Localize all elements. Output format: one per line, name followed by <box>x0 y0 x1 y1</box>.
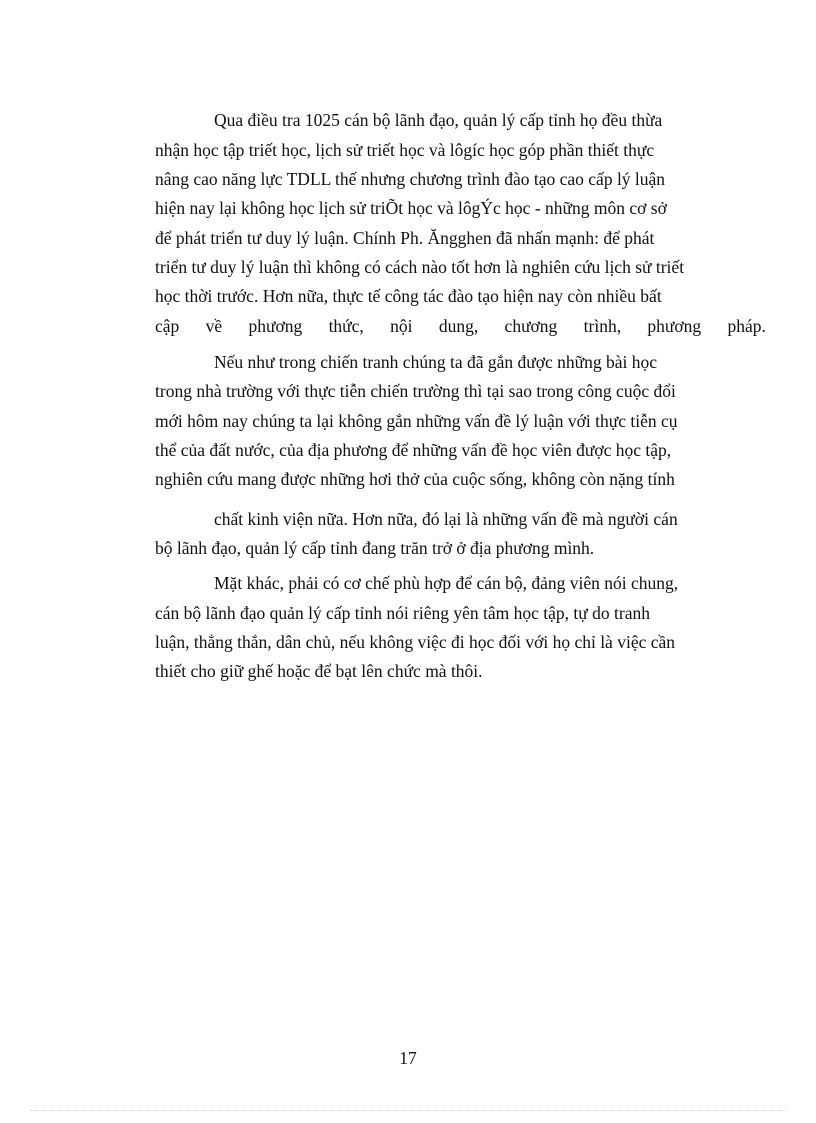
page-number: 17 <box>399 1048 417 1068</box>
text-line: thiết cho giữ ghế hoặc để bạt lên chức mà thôi. <box>155 661 483 681</box>
word: phương <box>248 316 303 336</box>
text-line: nghiên cứu mang được những hơi thở của cuộc sống, không còn nặng tính <box>155 469 675 489</box>
text-line: nhận học tập triết học, lịch sử triết học và lôgíc học góp phần thiết thực <box>155 140 655 160</box>
text-line: Nếu như trong chiến tranh chúng ta đã gắn được những bài học <box>214 352 658 372</box>
word: dung, <box>438 316 479 336</box>
text-line: Qua điều tra 1025 cán bộ lãnh đạo, quản lý cấp tỉnh họ đều thừa <box>214 110 663 130</box>
word: chương <box>504 316 558 336</box>
text-line: hiện nay lại không học lịch sử triÕt học và lôgÝc học - những môn cơ sở <box>155 198 667 218</box>
text-line: bộ lãnh đạo, quản lý cấp tỉnh đang trăn trở ở địa phương mình. <box>155 538 595 558</box>
page-divider <box>30 1110 786 1111</box>
text-line: để phát triển tư duy lý luận. Chính Ph. Ăngghen đã nhấn mạnh: để phát <box>155 228 655 248</box>
word: trình, <box>583 316 622 336</box>
word: về <box>205 316 223 336</box>
text-line: thể của đất nước, của địa phương để những vấn đề học viên được học tập, <box>155 440 672 460</box>
word: phương <box>647 316 702 336</box>
text-line: mới hôm nay chúng ta lại không gắn những vấn đề lý luận với thực tiễn cụ <box>155 411 678 431</box>
text-line: cán bộ lãnh đạo quản lý cấp tỉnh nói riêng yên tâm học tập, tự do tranh <box>155 603 650 623</box>
text-line: học thời trước. Hơn nữa, thực tế công tác đào tạo hiện nay còn nhiều bất <box>155 286 662 306</box>
text-line: chất kinh viện nữa. Hơn nữa, đó lại là những vấn đề mà người cán <box>214 509 678 529</box>
word: nội <box>390 316 413 336</box>
word: thức, <box>328 316 364 336</box>
justified-line <box>155 315 766 337</box>
text-line: Mặt khác, phải có cơ chế phù hợp để cán bộ, đảng viên nói chung, <box>214 573 679 593</box>
word: pháp. <box>727 316 766 336</box>
text-line: luận, thẳng thắn, dân chủ, nếu không việc đi học đối với họ chỉ là việc cần <box>155 632 676 652</box>
text-line: trong nhà trường với thực tiễn chiến trường thì tại sao trong công cuộc đổi <box>155 381 676 401</box>
word: cập <box>155 316 180 336</box>
text-line: nâng cao năng lực TDLL thế nhưng chương trình đào tạo cao cấp lý luận <box>155 169 666 189</box>
text-line: triển tư duy lý luận thì không có cách nào tốt hơn là nghiên cứu lịch sử triết <box>155 257 685 277</box>
